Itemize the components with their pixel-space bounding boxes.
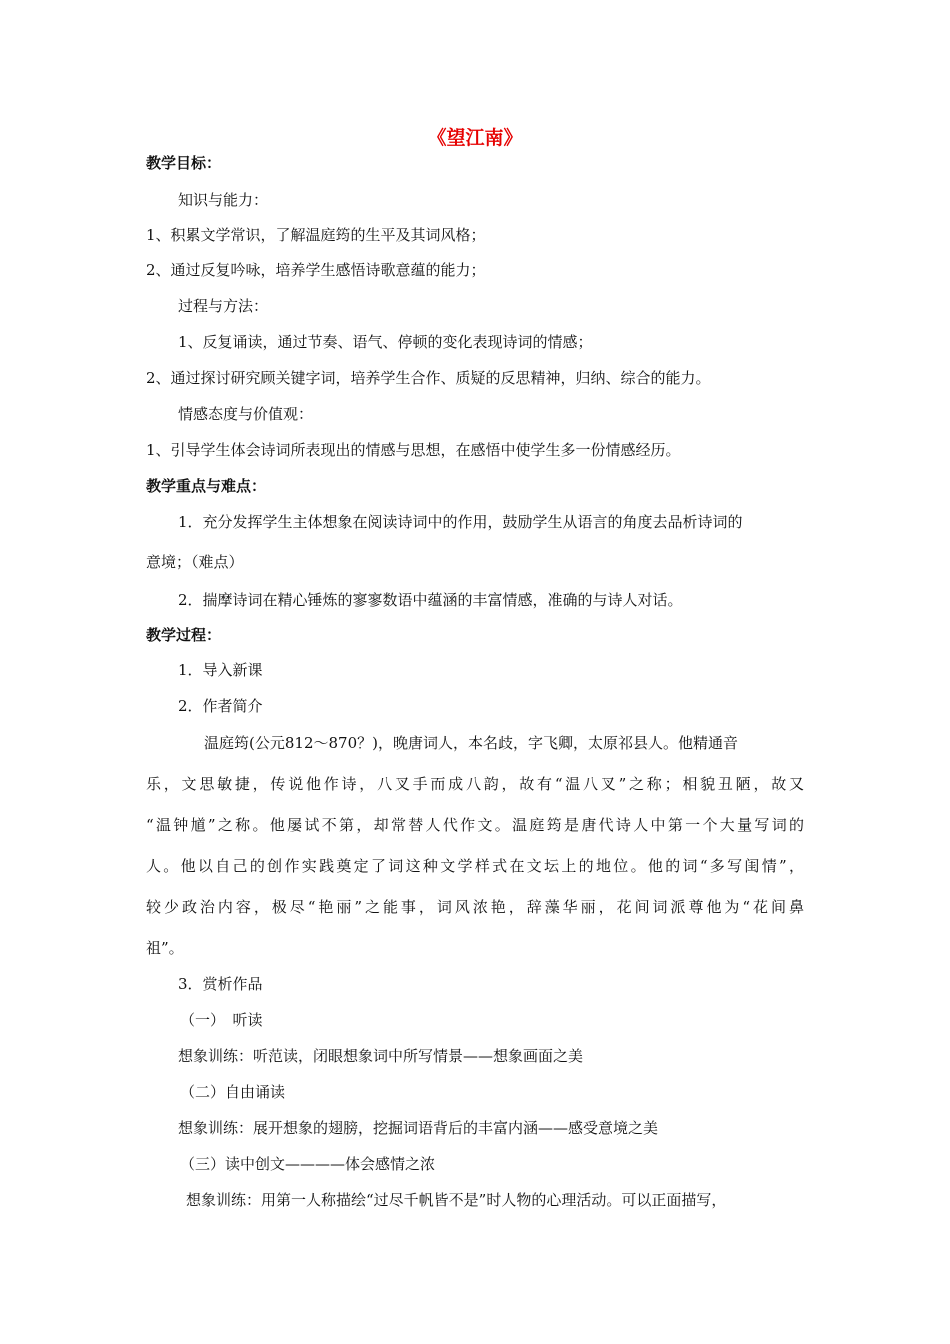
- paragraph-line: 2、通过反复吟咏，培养学生感悟诗歌意蕴的能力；: [146, 261, 486, 279]
- paragraph-line: 较少政治内容，极尽“艳丽”之能事，词风浓艳，辞藻华丽，花间词派尊他为“花间鼻: [146, 898, 804, 916]
- section-heading-objectives: 教学目标：: [146, 154, 222, 172]
- paragraph-line: 乐，文思敏捷，传说他作诗，八叉手而成八韵，故有“温八叉”之称；相貌丑陋，故又: [146, 775, 804, 793]
- section-heading-process: 教学过程：: [146, 626, 222, 644]
- subsection-label: （二）自由诵读: [180, 1083, 286, 1101]
- subsection-label: （三）读中创文————体会感情之浓: [180, 1155, 436, 1173]
- paragraph-line: 1、积累文学常识，了解温庭筠的生平及其词风格；: [146, 226, 486, 244]
- list-item: 1．导入新课: [178, 661, 263, 679]
- list-item: 3．赏析作品: [178, 975, 263, 993]
- paragraph-line: 意境；（难点）: [146, 553, 244, 571]
- paragraph-line: 想象训练：展开想象的翅膀，挖掘词语背后的丰富内涵——感受意境之美: [178, 1119, 659, 1137]
- subsection-label: （一） 听读: [180, 1011, 263, 1029]
- subheading-attitude: 情感态度与价值观：: [178, 405, 314, 423]
- paragraph-line: 想象训练：听范读，闭眼想象词中所写情景——想象画面之美: [178, 1047, 584, 1065]
- list-item: 2．作者简介: [178, 697, 263, 715]
- paragraph-line: “温钟馗”之称。他屡试不第，却常替人代作文。温庭筠是唐代诗人中第一个大量写词的: [146, 816, 804, 834]
- subheading-knowledge: 知识与能力：: [178, 191, 269, 209]
- paragraph-line: 2．揣摩诗词在精心锤炼的寥寥数语中蕴涵的丰富情感，准确的与诗人对话。: [178, 591, 683, 609]
- subheading-process: 过程与方法：: [178, 297, 269, 315]
- paragraph-line: 温庭筠(公元812～870？)，晚唐词人，本名歧，字飞卿，太原祁县人。他精通音: [204, 734, 738, 752]
- section-heading-key-points: 教学重点与难点：: [146, 477, 267, 495]
- paragraph-line: 想象训练：用第一人称描绘“过尽千帆皆不是”时人物的心理活动。可以正面描写，: [186, 1191, 727, 1209]
- document-title: 《望江南》: [427, 127, 523, 149]
- paragraph-line: 人。他以自己的创作实践奠定了词这种文学样式在文坛上的地位。他的词“多写闺情”，: [146, 857, 804, 875]
- paragraph-line: 2、通过探讨研究顾关键字词，培养学生合作、质疑的反思精神，归纳、综合的能力。: [146, 369, 711, 387]
- paragraph-line: 1、反复诵读，通过节奏、语气、停顿的变化表现诗词的情感；: [178, 333, 593, 351]
- paragraph-line: 祖”。: [146, 939, 184, 957]
- paragraph-line: 1、引导学生体会诗词所表现出的情感与思想，在感悟中使学生多一份情感经历。: [146, 441, 681, 459]
- paragraph-line: 1．充分发挥学生主体想象在阅读诗词中的作用，鼓励学生从语言的角度去品析诗词的: [178, 513, 743, 531]
